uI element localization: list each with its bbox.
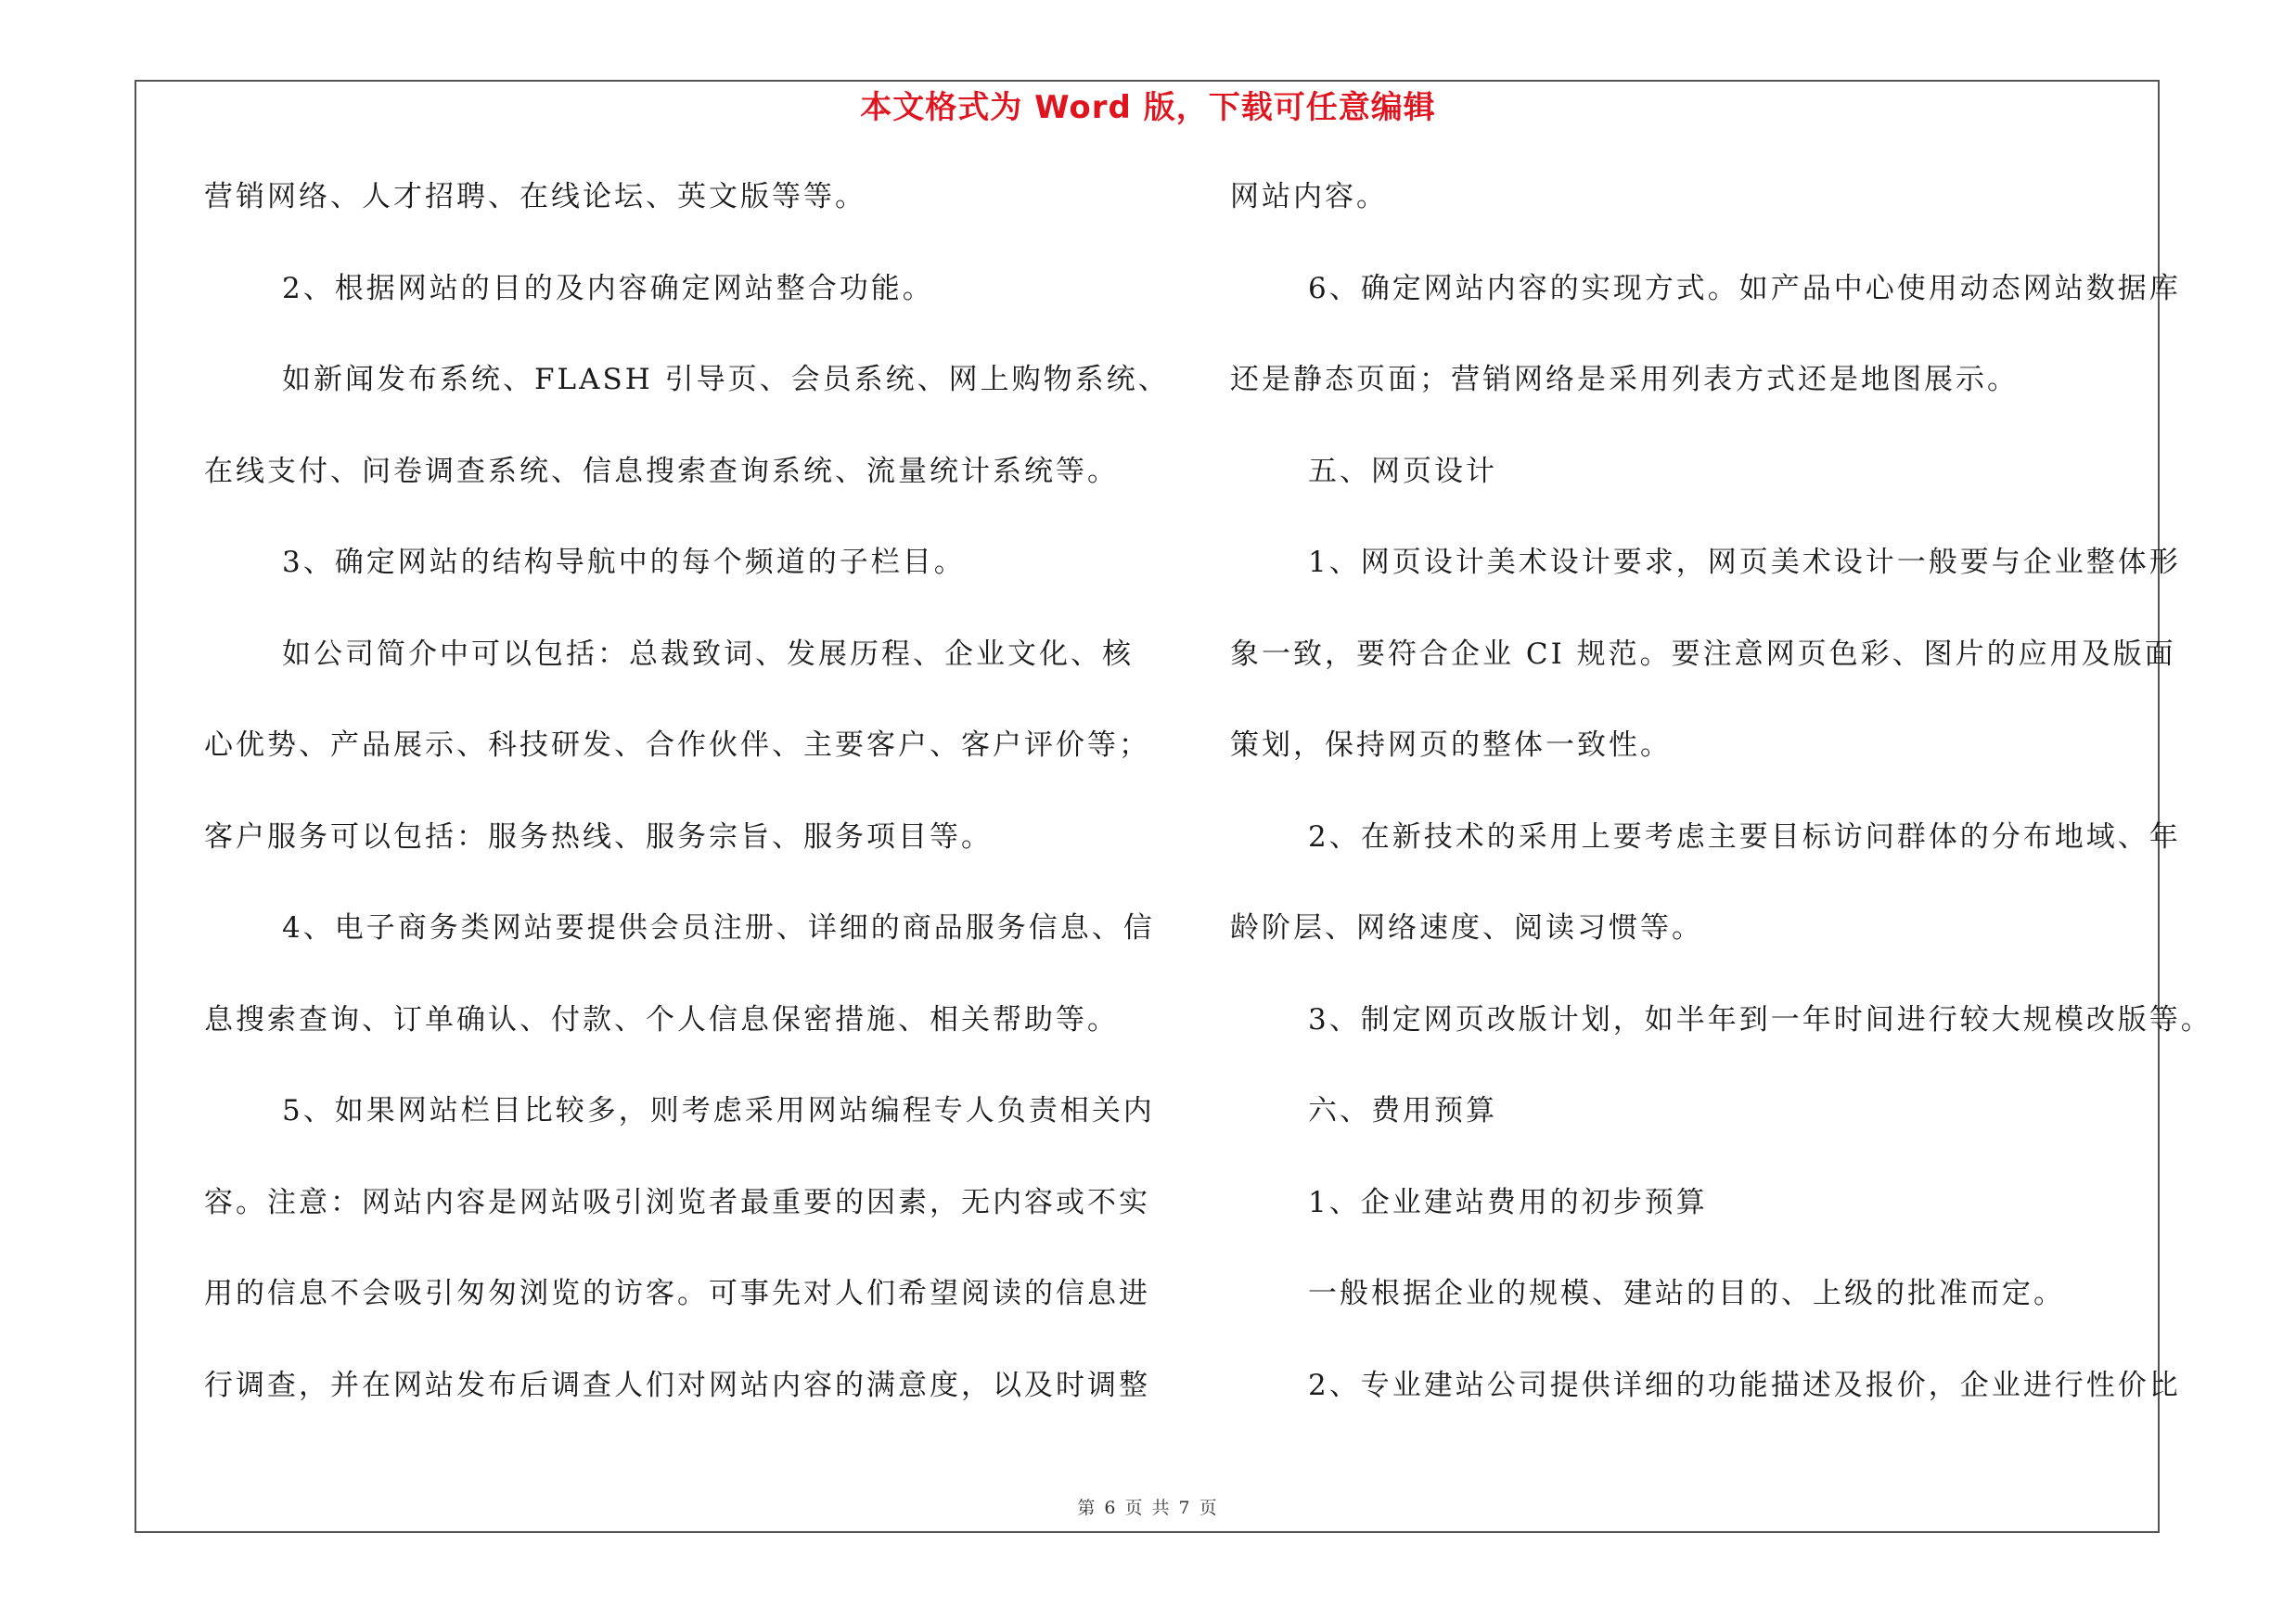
text-line: 客户服务可以包括：服务热线、服务宗旨、服务项目等。 bbox=[204, 819, 993, 854]
text-line: 如公司简介中可以包括：总裁致词、发展历程、企业文化、核 bbox=[282, 637, 1134, 671]
text-line: 六、费用预算 bbox=[1308, 1094, 1497, 1127]
text-line: 5、如果网站栏目比较多，则考虑采用网站编程专人负责相关内 bbox=[282, 1094, 1155, 1127]
text-line: 2、根据网站的目的及内容确定网站整合功能。 bbox=[282, 271, 934, 305]
text-line: 3、确定网站的结构导航中的每个频道的子栏目。 bbox=[282, 546, 966, 579]
text-line: 策划，保持网页的整体一致性。 bbox=[1230, 728, 1672, 762]
text-line: 息搜索查询、订单确认、付款、个人信息保密措施、相关帮助等。 bbox=[204, 1002, 1119, 1037]
text-line: 用的信息不会吸引匆匆浏览的访客。可事先对人们希望阅读的信息进 bbox=[204, 1277, 1150, 1310]
text-line: 心优势、产品展示、科技研发、合作伙伴、主要客户、客户评价等； bbox=[204, 728, 1150, 762]
text-line: 一般根据企业的规模、建站的目的、上级的批准而定。 bbox=[1308, 1277, 2065, 1310]
text-line: 1、网页设计美术设计要求，网页美术设计一般要与企业整体形 bbox=[1308, 546, 2181, 579]
text-line: 3、制定网页改版计划，如半年到一年时间进行较大规模改版等。 bbox=[1308, 1002, 2213, 1037]
text-line: 如新闻发布系统、FLASH 引导页、会员系统、网上购物系统、 bbox=[282, 363, 1170, 396]
text-line: 龄阶层、网络速度、阅读习惯等。 bbox=[1230, 911, 1703, 945]
text-line: 在线支付、问卷调查系统、信息搜索查询系统、流量统计系统等。 bbox=[204, 454, 1119, 488]
text-line: 2、专业建站公司提供详细的功能描述及报价，企业进行性价比 bbox=[1308, 1368, 2181, 1402]
format-notice: 本文格式为 Word 版，下载可任意编辑 bbox=[860, 89, 1436, 126]
text-line: 网站内容。 bbox=[1230, 180, 1388, 213]
text-line: 1、企业建站费用的初步预算 bbox=[1308, 1185, 1708, 1219]
text-line: 营销网络、人才招聘、在线论坛、英文版等等。 bbox=[204, 180, 866, 213]
page-number: 第 6 页 共 7 页 bbox=[1077, 1498, 1219, 1518]
text-line: 行调查，并在网站发布后调查人们对网站内容的满意度，以及时调整 bbox=[204, 1368, 1150, 1402]
text-line: 五、网页设计 bbox=[1308, 454, 1497, 488]
text-line: 4、电子商务类网站要提供会员注册、详细的商品服务信息、信 bbox=[282, 911, 1155, 945]
text-line: 2、在新技术的采用上要考虑主要目标访问群体的分布地域、年 bbox=[1308, 819, 2181, 854]
text-line: 6、确定网站内容的实现方式。如产品中心使用动态网站数据库 bbox=[1308, 271, 2181, 305]
text-line: 容。注意：网站内容是网站吸引浏览者最重要的因素，无内容或不实 bbox=[204, 1185, 1150, 1219]
text-line: 象一致，要符合企业 CI 规范。要注意网页色彩、图片的应用及版面 bbox=[1230, 637, 2176, 671]
text-line: 还是静态页面；营销网络是采用列表方式还是地图展示。 bbox=[1230, 363, 2019, 396]
